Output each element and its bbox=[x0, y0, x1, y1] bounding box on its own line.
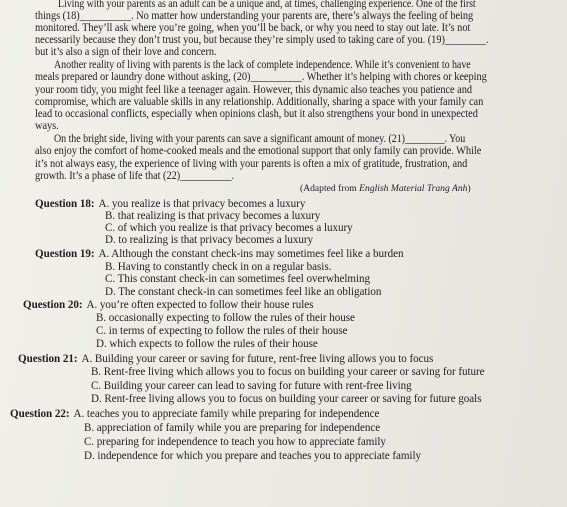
passage-line: On the bright side, living with your parents can save a significant amount of money. (21)________. You bbox=[54, 133, 466, 145]
option-a[interactable]: A. you realize is that privacy becomes a luxury bbox=[98, 198, 306, 210]
passage-line: monitored. They’ll ask where you’re going, when you’ll be back, or why you need to stay out late. It’s not bbox=[35, 22, 471, 34]
option-c[interactable]: C. of which you realize is that privacy becomes a luxury bbox=[105, 222, 353, 234]
option-a[interactable]: A. Building your career or saving for future, rent-free living allows you to focus bbox=[81, 353, 434, 365]
question-18-label bbox=[35, 198, 305, 210]
question-19-label bbox=[35, 248, 404, 260]
option-d[interactable]: D. which expects to follow the rules of their house bbox=[96, 338, 318, 350]
option-a[interactable]: A. Although the constant check-ins may sometimes feel like a burden bbox=[98, 248, 404, 260]
option-c[interactable]: C. in terms of expecting to follow the rules of their house bbox=[96, 325, 348, 337]
question-21-label bbox=[18, 353, 433, 365]
passage-line: but it’s also a sign of their love and concern. bbox=[35, 46, 217, 58]
question-number: Question 19: bbox=[35, 248, 95, 260]
option-b[interactable]: B. appreciation of family while you are preparing for independence bbox=[84, 422, 381, 434]
passage-line: it’s not always easy, the experience of living with your parents is often a mix of gratitude, frustration, and bbox=[35, 158, 468, 170]
source-prefix: (Adapted from bbox=[300, 183, 360, 194]
option-b[interactable]: B. Rent-free living which allows you to focus on building your career or saving for future bbox=[91, 366, 485, 378]
passage-line: ways. bbox=[35, 120, 59, 132]
option-d[interactable]: D. independence for which you prepare and teaches you to appreciate family bbox=[84, 450, 421, 462]
option-c[interactable]: C. This constant check-in can sometimes feel overwhelming bbox=[105, 273, 370, 285]
question-number: Question 18: bbox=[35, 198, 95, 210]
passage-line: also enjoy the comfort of home-cooked meals and the emotional support that only family can provide. While bbox=[35, 145, 482, 157]
passage-line: lead to occasional conflicts, especially when opinions clash, but it also strengthens your bond in unexpected bbox=[35, 108, 478, 120]
question-number: Question 22: bbox=[10, 408, 70, 420]
passage-line: Another reality of living with parents is the lack of complete independence. While it’s convenient to have bbox=[54, 59, 471, 71]
option-b[interactable]: B. occasionally expecting to follow the rules of their house bbox=[96, 312, 355, 324]
option-d[interactable]: D. Rent-free living allows you to focus on building your career or saving for future goals bbox=[91, 393, 482, 405]
passage-line: compromise, which are valuable skills in any relationship. Additionally, sharing a space with your family can bbox=[35, 96, 484, 108]
option-d[interactable]: D. to realizing is that privacy becomes a luxury bbox=[105, 234, 314, 246]
passage-line: meals prepared or laundry done without asking, (20)__________. Whether it’s helping with chores or keeping bbox=[35, 71, 487, 83]
passage-line: Living with your parents as an adult can be a unique and, at times, challenging experience. One of the first bbox=[58, 0, 476, 10]
option-b[interactable]: B. that realizing is that privacy becomes a luxury bbox=[105, 210, 321, 222]
question-20-label bbox=[23, 299, 313, 311]
option-b[interactable]: B. Having to constantly check in on a regular basis. bbox=[105, 261, 332, 273]
source-suffix: ) bbox=[467, 183, 471, 194]
source-title: English Material Trang Anh bbox=[359, 183, 468, 194]
option-d[interactable]: D. The constant check-in can sometimes feel like an obligation bbox=[105, 286, 382, 298]
option-c[interactable]: C. preparing for independence to teach you how to appreciate family bbox=[84, 436, 386, 448]
passage-line: necessarily because they don’t trust you, but because they’re simply used to taking care of you. (19)________. bbox=[35, 34, 489, 46]
question-22-label bbox=[10, 408, 379, 420]
option-a[interactable]: A. teaches you to appreciate family while preparing for independence bbox=[73, 408, 380, 420]
passage-line: things (18)__________. No matter how understanding your parents are, there’s always the feeling of being bbox=[35, 10, 474, 22]
passage-line: growth. It’s a phase of life that (22)__________. bbox=[35, 170, 235, 182]
option-c[interactable]: C. Building your career can lead to saving for future with rent-free living bbox=[91, 380, 412, 392]
question-number: Question 20: bbox=[23, 299, 83, 311]
passage-line: your room tidy, you might feel like a teenager again. However, this dynamic also teaches you patience and bbox=[35, 84, 473, 96]
question-number: Question 21: bbox=[18, 353, 78, 365]
option-a[interactable]: A. you’re often expected to follow their house rules bbox=[86, 299, 314, 311]
